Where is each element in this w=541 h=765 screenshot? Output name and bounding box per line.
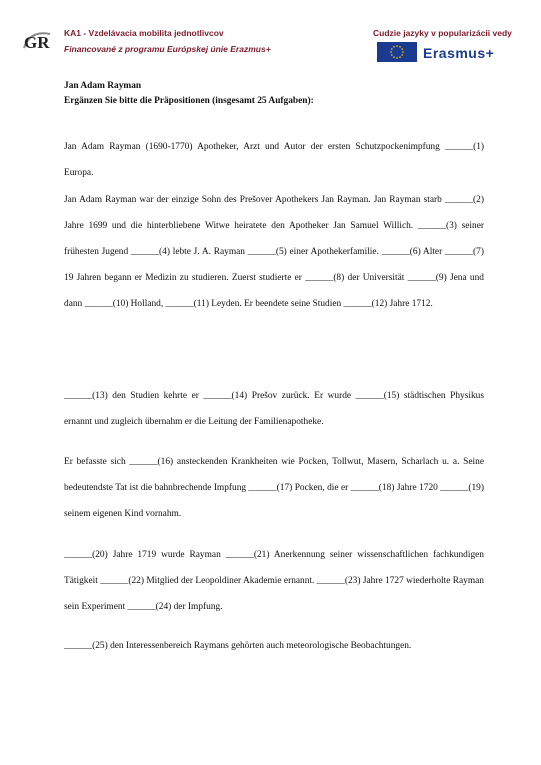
paragraph-1: Jan Adam Rayman (1690-1770) Apotheker, Arzt und Autor der ersten Schutzpockenimpfung ______(1) Europa. — [64, 142, 484, 178]
funding-note: Financované z programu Európskej únie Erazmus+ — [64, 44, 271, 54]
paragraph-3: ______(13) den Studien kehrte er ______(14) Prešov zurück. Er wurde ______(15) städtischen Physikus ernannt und zugleich übernahm er die Leitung der Familienapotheke. — [64, 391, 484, 427]
gr-logo — [20, 28, 54, 54]
eu-star — [393, 46, 395, 48]
erasmus-logo-text: Erasmus+ — [423, 45, 495, 61]
eu-star — [390, 51, 392, 53]
logo-text: GR — [24, 33, 50, 52]
eu-star — [401, 54, 403, 56]
program-title: KA1 - Vzdelávacia mobilita jednotlivcov — [64, 28, 224, 38]
eu-star — [396, 57, 398, 59]
eu-star — [401, 48, 403, 50]
eu-star — [399, 56, 401, 58]
eu-star — [402, 51, 404, 53]
paragraph-2: Jan Adam Rayman war der einzige Sohn des Prešover Apothekers Jan Rayman. Jan Rayman starb ______(2) Jahre 1699 und die hinterbliebene Witwe heiratete den Apotheker Jan Samuel Willich. ______(3) seiner frühesten Jugend ______(4) lebte J. A. Rayman ______(5) einer Apothekerfamilie. ______(6) Alter ______(7) 19 Jahren begann er Medizin zu studieren. Zuerst studierte er ______(8) der Universität ______(9) Jena und dann ______(10) Holland, ______(11) Leyden. Er beendete seine Studien ______(12) Jahre 1712. — [64, 195, 484, 309]
worksheet-instruction: Ergänzen Sie bitte die Präpositionen (insgesamt 25 Aufgaben): — [64, 96, 314, 106]
page-header — [0, 0, 541, 70]
eu-star — [393, 56, 395, 58]
eu-star — [391, 54, 393, 56]
worksheet-name: Jan Adam Rayman — [64, 81, 142, 91]
eu-star — [396, 45, 398, 47]
worksheet — [64, 79, 484, 651]
paragraph-5: ______(20) Jahre 1719 wurde Rayman ______(21) Anerkennung seiner wissenschaftlichen fachkundigen Tätigkeit ______(22) Mitglied der Leopoldiner Akademie ernannt. ______(23) Jahre 1727 wiederholte Rayman sein Experiment ______(24) der Impfung. — [64, 550, 484, 612]
paragraph-6: ______(25) den Interessenbereich Raymans gehörten auch meteorologische Beobachtungen. — [64, 641, 412, 651]
eu-star — [399, 46, 401, 48]
eu-flag-icon — [377, 42, 417, 62]
paragraph-4: Er befasste sich ______(16) ansteckenden Krankheiten wie Pocken, Tollwut, Masern, Scharlach u. a. Seine bedeutendste Tat ist die bahnbrechende Impfung ______(17) Pocken, die er ______(18) Jahre 1720 ______(19) seinem eigenen Kind vornahm. — [64, 457, 484, 519]
eu-star — [391, 48, 393, 50]
project-title: Cudzie jazyky v popularizácii vedy — [373, 28, 512, 38]
